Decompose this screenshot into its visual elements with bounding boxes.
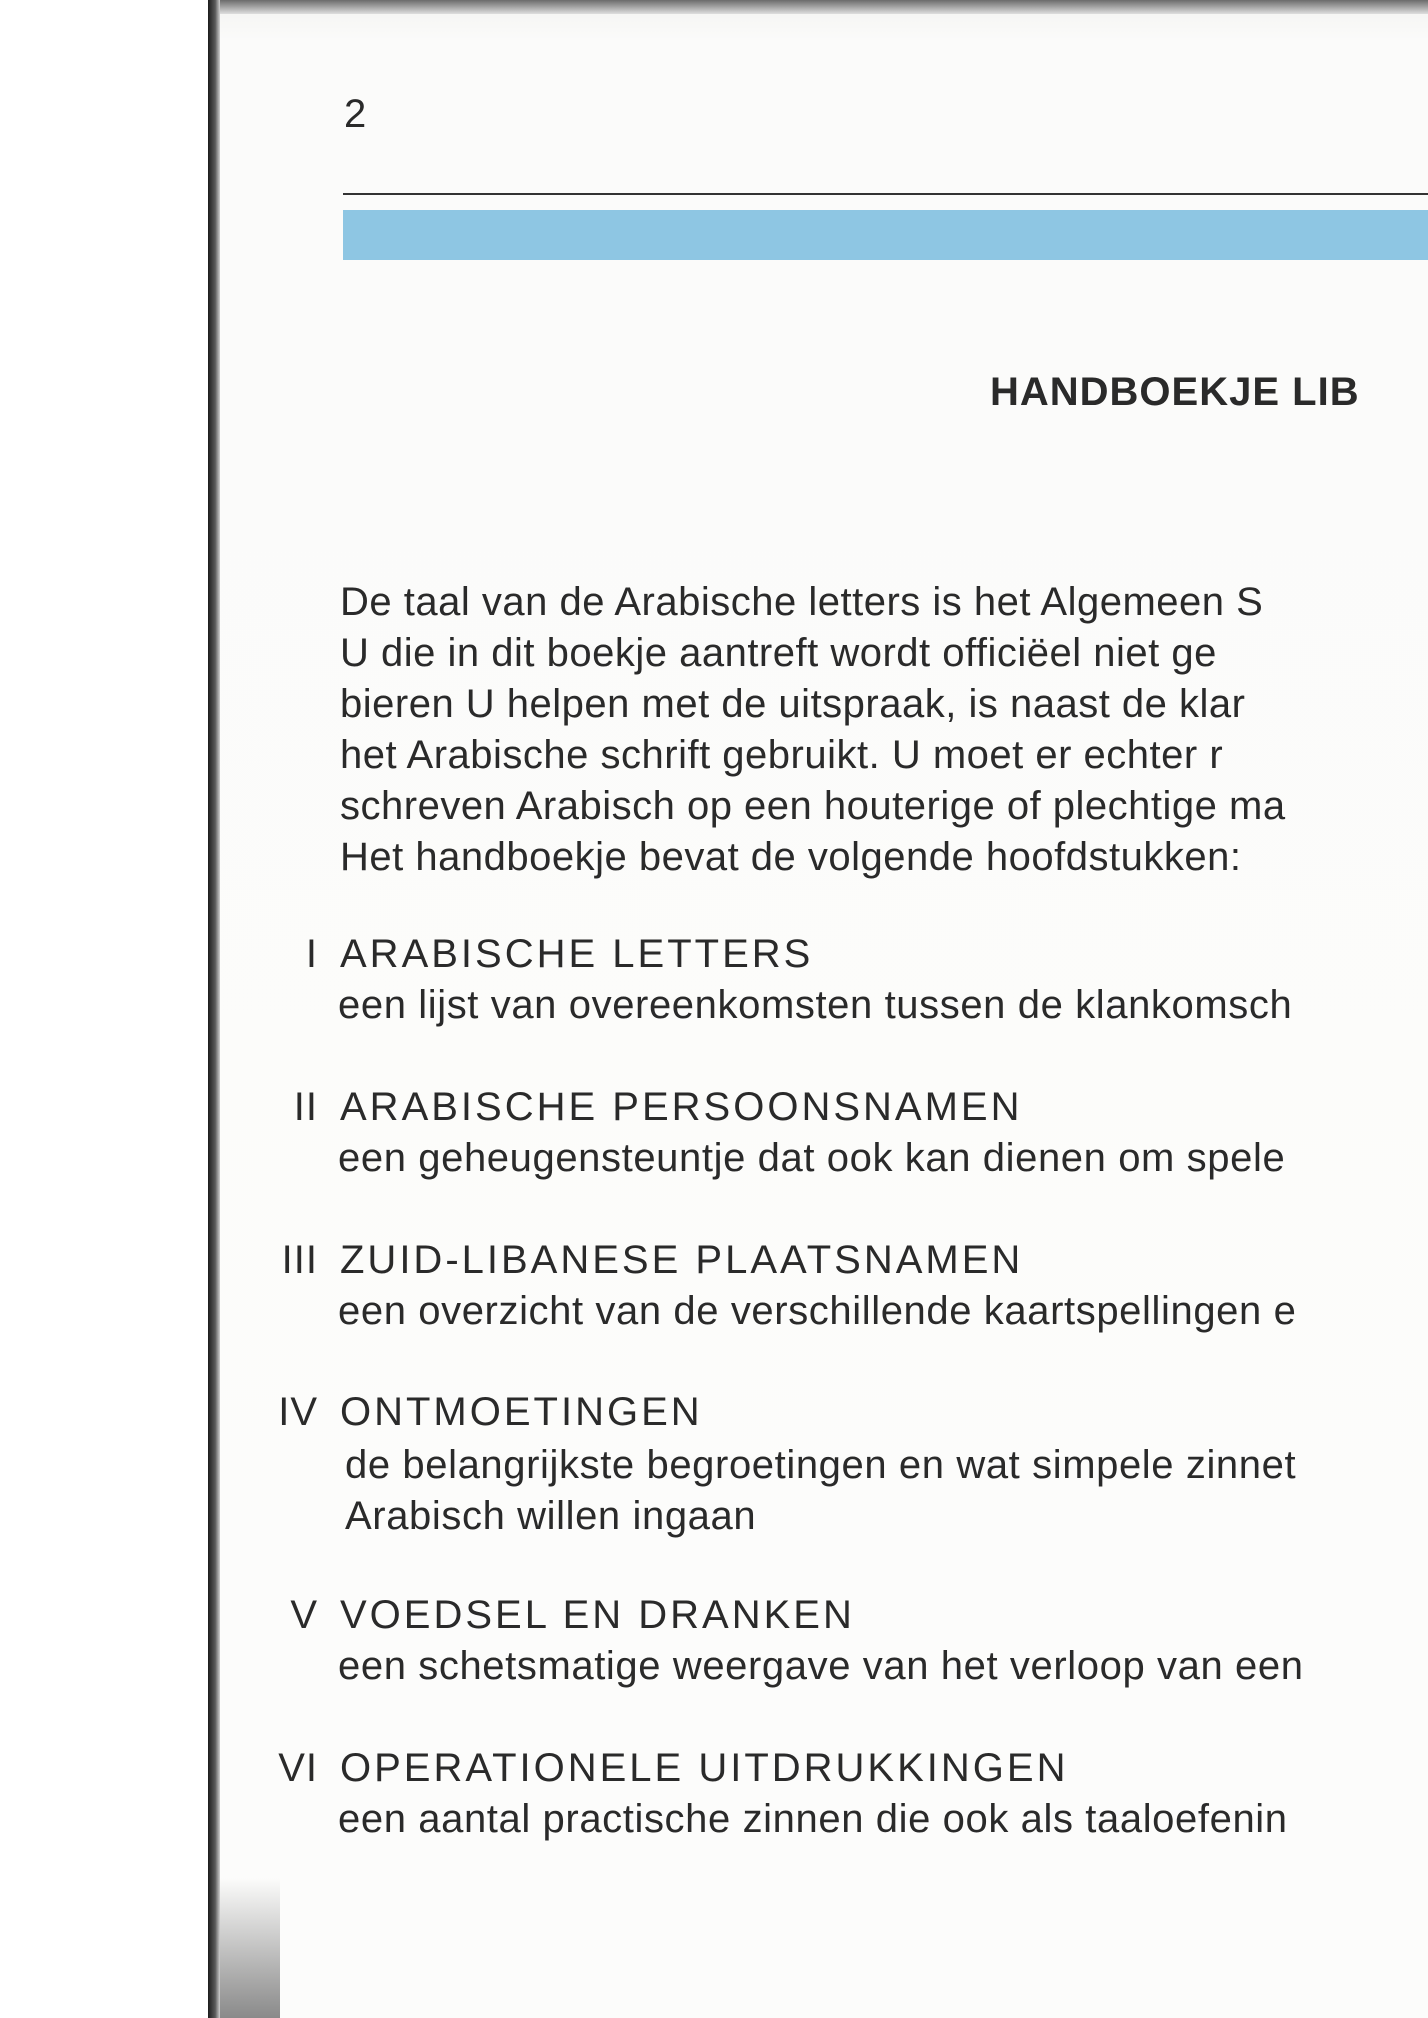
intro-line: Het handboekje bevat de volgende hoofdstukken: bbox=[340, 835, 1242, 879]
chapter-description: een schetsmatige weergave van het verloop van een bbox=[338, 1644, 1304, 1688]
chapter-heading: ONTMOETINGEN bbox=[340, 1390, 703, 1434]
intro-line: De taal van de Arabische letters is het Algemeen S bbox=[340, 580, 1264, 624]
intro-line: het Arabische schrift gebruikt. U moet er echter r bbox=[340, 733, 1224, 777]
chapter-numeral: I bbox=[305, 932, 318, 976]
chapter-heading: ZUID-LIBANESE PLAATSNAMEN bbox=[340, 1238, 1024, 1282]
chapter-description: een overzicht van de verschillende kaartspellingen e bbox=[338, 1289, 1297, 1333]
chapter-description: een aantal practische zinnen die ook als taaloefenin bbox=[338, 1797, 1288, 1841]
intro-line: bieren U helpen met de uitspraak, is naast de klar bbox=[340, 682, 1246, 726]
chapter-description: een geheugensteuntje dat ook kan dienen om spele bbox=[338, 1136, 1286, 1180]
intro-line: schreven Arabisch op een houterige of plechtige ma bbox=[340, 784, 1286, 828]
header-rule bbox=[343, 193, 1428, 195]
intro-line: U die in dit boekje aantreft wordt officiëel niet ge bbox=[340, 631, 1217, 675]
chapter-description: een lijst van overeenkomsten tussen de klankomsch bbox=[338, 983, 1293, 1027]
header-band bbox=[343, 210, 1428, 260]
chapter-heading: ARABISCHE LETTERS bbox=[340, 932, 814, 976]
chapter-numeral: VI bbox=[278, 1746, 318, 1790]
page-number: 2 bbox=[344, 92, 367, 136]
page-title: HANDBOEKJE LIB bbox=[990, 370, 1360, 414]
chapter-description: Arabisch willen ingaan bbox=[345, 1494, 757, 1538]
chapter-numeral: III bbox=[281, 1238, 318, 1282]
chapter-numeral: II bbox=[293, 1085, 318, 1129]
chapter-heading: OPERATIONELE UITDRUKKINGEN bbox=[340, 1746, 1069, 1790]
chapter-description: de belangrijkste begroetingen en wat simpele zinnet bbox=[345, 1443, 1297, 1487]
chapter-heading: VOEDSEL EN DRANKEN bbox=[340, 1593, 855, 1637]
scan-edge bbox=[0, 0, 218, 2018]
chapter-numeral: IV bbox=[278, 1390, 318, 1434]
chapter-heading: ARABISCHE PERSOONSNAMEN bbox=[340, 1085, 1023, 1129]
chapter-numeral: V bbox=[290, 1593, 318, 1637]
